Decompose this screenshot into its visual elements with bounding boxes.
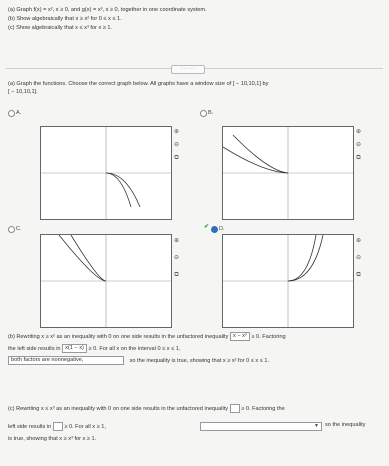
part-c-text-4: ≥ 0. For all x ≥ 1, <box>64 423 106 430</box>
option-b-label: B. <box>208 110 214 116</box>
part-b-line-2 <box>8 344 180 353</box>
part-c-label: (c) <box>8 25 15 31</box>
zoom-out-icon[interactable]: ⊖ <box>173 142 180 148</box>
external-link-icon[interactable]: ⧉ <box>174 272 179 278</box>
part-b-line-1 <box>8 332 286 341</box>
graph-option-c <box>40 234 172 328</box>
option-b-radio[interactable] <box>200 110 207 117</box>
zoom-out-icon[interactable]: ⊖ <box>173 255 180 261</box>
part-b-text: Show algebraically that x ≥ x² for 0 ≤ x ≤ 1. <box>16 16 122 22</box>
problem-part-c <box>8 25 112 31</box>
option-d-label: D. <box>219 226 225 232</box>
option-c-radio[interactable] <box>8 226 15 233</box>
curve-g <box>288 235 316 281</box>
graph-option-b <box>222 126 354 220</box>
graph-option-a-plot <box>41 127 171 219</box>
part-c-line-3: is true, showing that x ≥ x³ for x ≥ 1. <box>8 436 97 442</box>
reason-dropdown[interactable] <box>200 422 322 431</box>
answer-box-c-factored[interactable] <box>53 422 63 431</box>
part-a-label: (a) <box>8 7 15 13</box>
external-link-icon[interactable]: ⧉ <box>356 272 361 278</box>
checkmark-icon: ✔ <box>204 224 210 230</box>
curve-g <box>233 135 288 173</box>
part-c-line-2 <box>8 422 106 431</box>
part-c-text: Show algebraically that x ≤ x³ for x ≥ 1. <box>16 25 113 31</box>
part-c-text-2: ≥ 0. Factoring the <box>241 405 285 412</box>
curve-g <box>59 235 106 281</box>
curve-f <box>223 147 288 173</box>
part-c-text-3: left side results in <box>8 423 52 430</box>
option-a-label: A. <box>16 110 22 116</box>
answer-box-unfactored[interactable]: x − x² <box>230 332 250 341</box>
zoom-out-icon[interactable]: ⊖ <box>355 142 362 148</box>
graph-option-a <box>40 126 172 220</box>
part-b-text-1: (b) Rewriting x ≥ x² as an inequality with 0 on one side results in the unfactored inequality <box>8 333 229 340</box>
zoom-in-icon[interactable]: ⊕ <box>173 238 180 244</box>
graph-option-b-plot <box>223 127 353 219</box>
zoom-in-icon[interactable]: ⊕ <box>173 129 180 135</box>
external-link-icon[interactable]: ⧉ <box>174 155 179 161</box>
part-b-label: (b) <box>8 16 15 22</box>
curve-f <box>288 235 323 281</box>
graph-option-d-plot <box>223 235 353 327</box>
expand-more-button[interactable]: · · · · · <box>171 65 205 74</box>
option-c-label: C. <box>16 226 22 232</box>
zoom-out-icon[interactable]: ⊖ <box>355 255 362 261</box>
part-c-line-1 <box>8 404 285 413</box>
chevron-down-icon: ▼ <box>314 423 319 429</box>
part-b-text-2: ≥ 0. Factoring <box>251 333 286 340</box>
part-b-text-3: the left side results in <box>8 345 61 352</box>
answer-box-factored[interactable]: x(1 − x) <box>62 344 87 353</box>
answer-box-c-unfactored[interactable] <box>230 404 240 413</box>
answer-box-reason[interactable]: both factors are nonnegative, <box>8 356 124 365</box>
problem-part-b <box>8 16 122 22</box>
instructions-line-1: (a) Graph the functions. Choose the correct graph below. All graphs have a window size of [ − 10,10,1] by <box>8 81 269 87</box>
curve-f <box>106 173 140 207</box>
part-c-text-5: so the inequality <box>325 422 366 428</box>
option-a-radio[interactable] <box>8 110 15 117</box>
problem-part-a <box>8 7 207 13</box>
graph-option-c-plot <box>41 235 171 327</box>
instructions-line-2: [ − 10,10,1]. <box>8 89 38 95</box>
zoom-in-icon[interactable]: ⊕ <box>355 129 362 135</box>
curve-f <box>71 235 106 281</box>
curve-g <box>106 173 131 207</box>
part-b-line-3 <box>8 356 269 365</box>
option-d-radio[interactable] <box>211 226 218 233</box>
graph-option-d <box>222 234 354 328</box>
external-link-icon[interactable]: ⧉ <box>356 155 361 161</box>
part-b-text-5: so the inequality is true, showing that x ≥ x² for 0 ≤ x ≤ 1. <box>129 357 270 364</box>
part-b-text-4: ≥ 0. For all x on the interval 0 ≤ x ≤ 1, <box>88 345 181 352</box>
zoom-in-icon[interactable]: ⊕ <box>355 238 362 244</box>
part-c-text-1: (c) Rewriting x ≤ x³ as an inequality with 0 on one side results in the unfactored inequality <box>8 405 229 412</box>
part-a-text: Graph f(x) = x², x ≥ 0, and g(x) = x³, x ≥ 0, together in one coordinate system. <box>16 7 207 13</box>
